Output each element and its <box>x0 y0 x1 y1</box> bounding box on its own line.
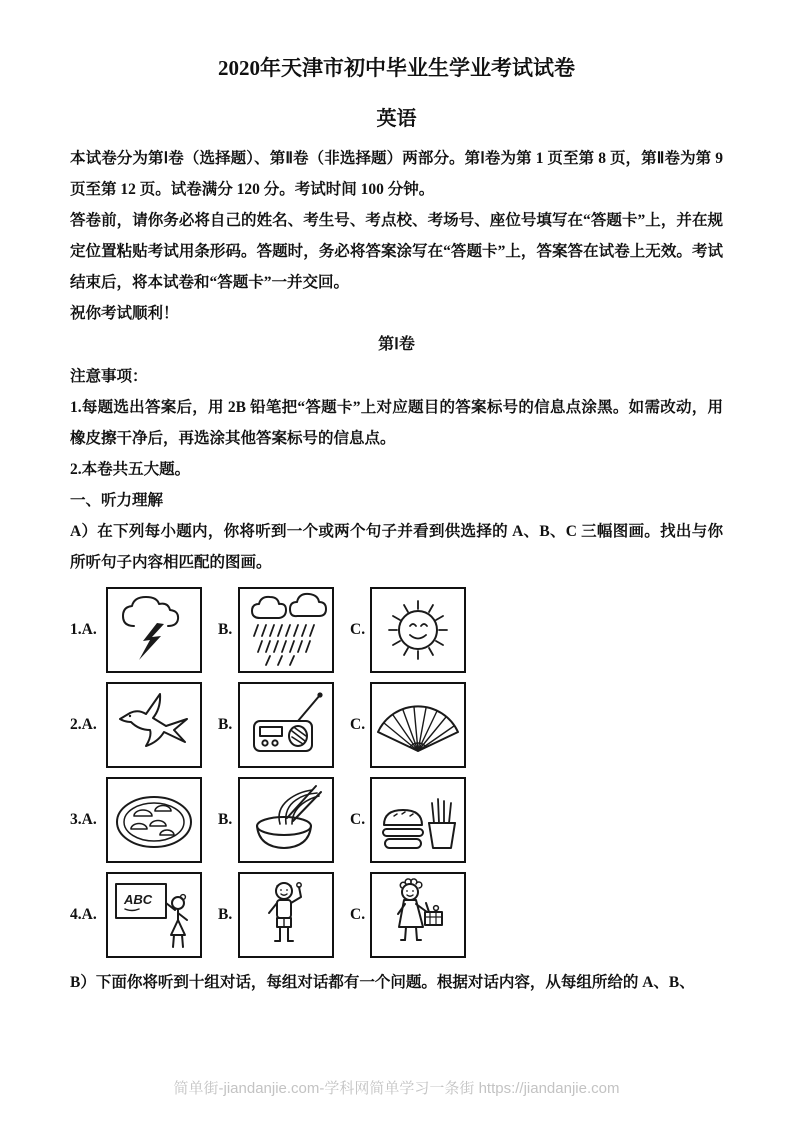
image-option-2c <box>370 682 466 768</box>
notes-heading: 注意事项： <box>70 368 148 385</box>
intro-paragraph-2: 答卷前，请你务必将自己的姓名、考生号、考点校、考场号、座位号填写在“答题卡”上，并在规定位置粘贴考试用条形码。答题时，务必将答案涂写在“答题卡”上，答案答在试卷上无效。考试结束后，将本试卷和“答题卡”一并交回。 <box>70 212 723 291</box>
radio-icon <box>240 685 332 765</box>
image-option-3c <box>370 777 466 863</box>
teacher-at-blackboard-icon <box>108 875 200 955</box>
option-label: C. <box>350 716 366 733</box>
option-label: B. <box>218 811 233 828</box>
wish-line: 祝你考试顺利！ <box>70 305 179 322</box>
image-option-1b <box>238 587 334 673</box>
page-title: 2020年天津市初中毕业生学业考试试卷 <box>218 56 575 80</box>
part-b-description: B）下面你将听到十组对话，每组对话都有一个问题。根据对话内容，从每组所给的 A、B、 <box>70 974 695 991</box>
image-option-1c <box>370 587 466 673</box>
svg-text:ABC: ABC <box>124 892 153 907</box>
hamburger-and-fries-icon <box>372 780 464 860</box>
flying-bird-icon <box>108 685 200 765</box>
option-label: C. <box>350 811 366 828</box>
image-option-1a <box>106 587 202 673</box>
folding-fan-icon <box>372 685 464 765</box>
part-one-heading: 一、听力理解 <box>70 492 164 509</box>
rain-clouds-icon <box>240 590 332 670</box>
image-option-3a <box>106 777 202 863</box>
option-label: 2.A. <box>70 716 97 733</box>
option-label: 4.A. <box>70 906 97 923</box>
image-option-4c <box>370 872 466 958</box>
listening-item-4 <box>70 872 723 958</box>
option-label: B. <box>218 716 233 733</box>
option-label: B. <box>218 621 233 638</box>
smiling-sun-icon <box>372 590 464 670</box>
boy-raising-arm-icon <box>240 875 332 955</box>
plate-of-dumplings-icon <box>108 780 200 860</box>
listening-item-3 <box>70 777 723 863</box>
option-label: C. <box>350 621 366 638</box>
option-label: 3.A. <box>70 811 97 828</box>
image-option-4b <box>238 872 334 958</box>
image-option-4a <box>106 872 202 958</box>
intro-paragraph-1: 本试卷分为第Ⅰ卷（选择题）、第Ⅱ卷（非选择题）两部分。第Ⅰ卷为第 1 页至第 8 页，第Ⅱ卷为第 9 页至第 12 页。试卷满分 120 分。考试时间 100 分钟。 <box>70 150 723 198</box>
image-option-3b <box>238 777 334 863</box>
note-2: 2.本卷共五大题。 <box>70 461 191 478</box>
listening-item-2 <box>70 682 723 768</box>
image-option-2a <box>106 682 202 768</box>
woman-shopping-icon <box>372 875 464 955</box>
listening-item-1 <box>70 587 723 673</box>
note-1: 1.每题选出答案后，用 2B 铅笔把“答题卡”上对应题目的答案标号的信息点涂黑。如需改动，用橡皮擦干净后，再选涂其他答案标号的信息点。 <box>70 399 723 447</box>
subject-title: 英语 <box>376 108 417 130</box>
option-label: 1.A. <box>70 621 97 638</box>
image-option-2b <box>238 682 334 768</box>
option-label: C. <box>350 906 366 923</box>
watermark-footer: 简单街-jiandanjie.com-学科网简单学习一条街 https://jiandanjie.com <box>173 1080 620 1097</box>
thunderstorm-cloud-icon <box>108 590 200 670</box>
option-label: B. <box>218 906 233 923</box>
volume-heading: 第Ⅰ卷 <box>378 336 415 353</box>
noodle-bowl-icon <box>240 780 332 860</box>
part-a-description: A）在下列每小题内，你将听到一个或两个句子并看到供选择的 A、B、C 三幅图画。找出与你所听句子内容相匹配的图画。 <box>70 523 723 571</box>
